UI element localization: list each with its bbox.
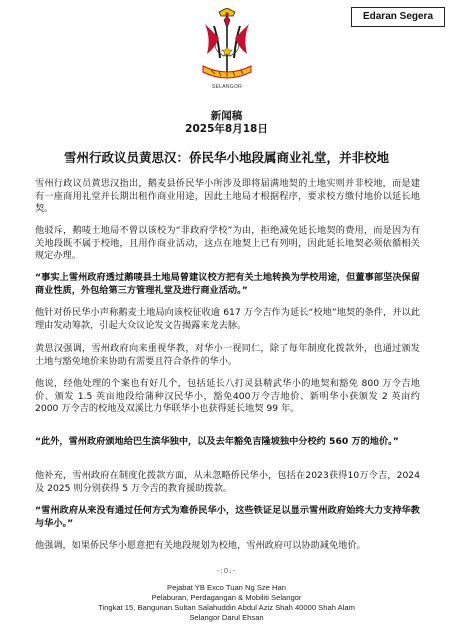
paragraph-1: 雪州行政议员黄思汉指出，鹅麦县侨民华小所涉及即将届满地契的土地实则并非校地，而是建有一座商用礼堂并长期出租作商业用途，因此土地局才根据程序，要求校方缴付地价以延长地契。 [35,178,420,214]
press-release-heading: 新闻稿 [210,110,243,122]
paragraph-5: 他说，经他处理的个案也有好几个，包括延长八打灵县精武华小的地契和豁免 800 万令吉地价、颁发 1.5 英亩地段给蒲种汉民华小，豁免400万令吉地价、新明华小获颁发 2 英亩约 2000 万令吉的校地及双溪比力华联华小也获得延长地契 99 年。 [35,378,420,414]
footer-portfolio: Pelaburan, Perdagangan & Mobiliti Selangor [151,593,302,602]
footer-office: Pejabat YB Exco Tuan Ng Sze Han [167,583,286,592]
paragraph-6: 他补充，雪州政府在制度化拨款方面，从未忽略侨民华小，包括在2023获得10万令吉，2024 及 2025 则分别获得 5 万令吉的教育援助拨款。 [35,470,420,494]
selangor-crest-logo [197,8,257,90]
quote-paragraph-1: “事实上雪州政府透过鹅唛县土地局曾建议校方把有关土地转换为学校用途，但董事部坚决保留商业性质，外包给第三方管理礼堂及进行商业活动。” [35,272,420,296]
paragraph-4: 黄思汉强调，雪州政府向来重视华教，对华小一视同仁，除了每年制度化拨款外，也通过颁发土地与豁免地价来协助有需要且符合条件的华小。 [35,343,420,367]
quote-paragraph-2: “此外，雪州政府颁地给巴生滨华独中，以及去年豁免吉隆坡独中分校约 560 万的地价。” [35,436,399,447]
release-date: 2025年8月18日 [185,123,268,135]
article-title: 雪州行政议员黄思汉：侨民华小地段属商业礼堂，并非校地 [63,150,389,165]
quote-paragraph-3: “雪州政府从来没有通过任何方式为难侨民华小，这些铁证足以显示雪州政府始终大力支持华教与华小。” [35,505,420,529]
urgent-notice-badge: Edaran Segera [351,7,445,27]
paragraph-2: 他驳斥，鹅唛土地局不曾以该校为“非政府学校”为由，拒绝减免延长地契的费用，而是因为有关地段既不属于校地，且用作商业活动，这点在地契上已有列明，因此延长地契必须依循相关规定办理。 [35,225,420,261]
section-divider: -:0:- [216,567,237,575]
paragraph-7: 他强调，如果侨民华小愿意把有关地段规划为校地，雪州政府可以协助减免地价。 [35,540,366,551]
footer-address: Tingkat 15, Bangunan Sultan Salahuddin Abdul Aziz Shah 40000 Shah Alam [98,603,355,612]
footer-state: Selangor Darul Ehsan [189,613,264,622]
crest-caption: SELANGOR [211,84,243,90]
paragraph-3: 他针对侨民华小声称鹅麦土地局向该校征收逾 617 万令吉作为延长“校地”地契的条件，并以此理由发动筹款，引起大众议论发文告揭露来龙去脉。 [35,307,420,331]
